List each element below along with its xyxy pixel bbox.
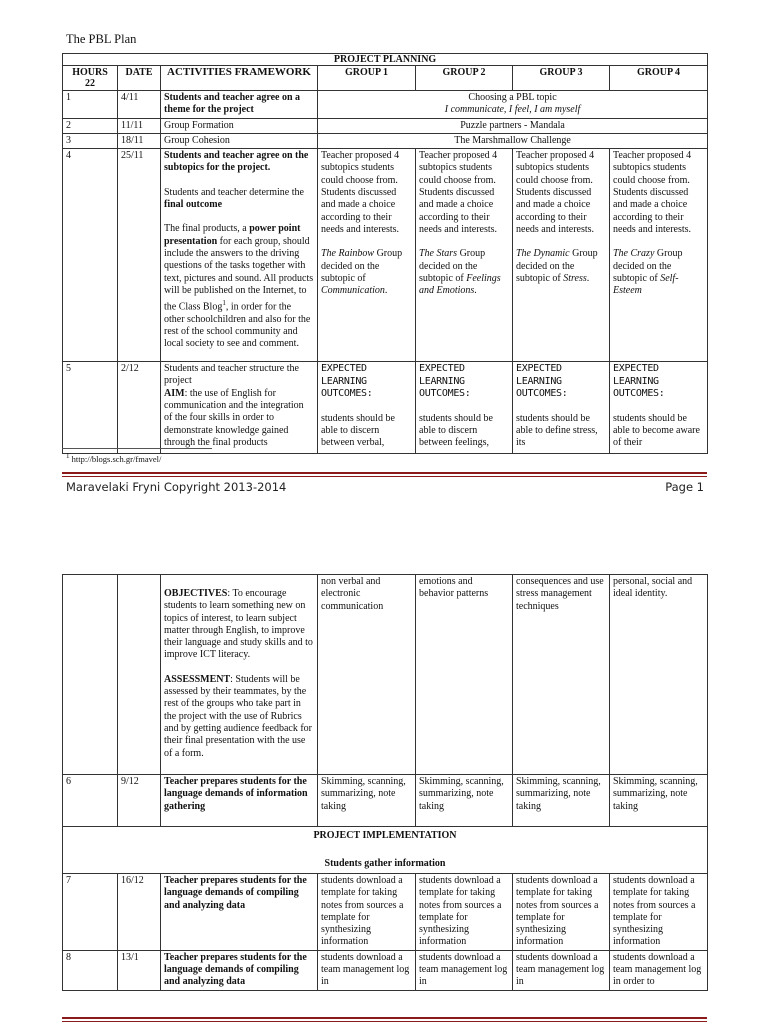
hours-header <box>63 66 118 91</box>
group3-cell: consequences and use stress management techniques <box>513 575 610 775</box>
activity-products-end: , in order for the other schoolchildren and also for the rest of the school community and local society to see and comment. <box>164 301 311 350</box>
group-subtopic: Stress <box>563 272 587 284</box>
row-date: 13/1 <box>118 950 161 990</box>
group3-cell <box>513 149 610 362</box>
implementation-title: PROJECT IMPLEMENTATION <box>313 830 457 841</box>
merged-group-cell: Puzzle partners - Mandala <box>318 118 708 133</box>
row-activity <box>161 575 318 775</box>
row-date: 11/11 <box>118 118 161 133</box>
footer-rule-thin-page2 <box>62 1021 707 1022</box>
footer-copyright: Maravelaki Fryni Copyright 2013-2014 <box>66 480 287 494</box>
group2-cell: students download a template for taking notes from sources a template for synthesizing information <box>416 874 513 951</box>
table-row <box>63 149 708 362</box>
table-row <box>63 91 708 119</box>
row-date: 25/11 <box>118 149 161 362</box>
table-row <box>63 362 708 454</box>
page-header-title: The PBL Plan <box>66 32 137 46</box>
group1-cell: Skimming, scanning, summarizing, note taking <box>318 775 416 827</box>
date-header: DATE <box>118 66 161 91</box>
row-number: 3 <box>63 133 118 148</box>
group1-cell: students download a template for taking notes from sources a template for synthesizing information <box>318 874 416 951</box>
column-header-row <box>63 66 708 91</box>
footer-rule-page2 <box>62 1017 707 1019</box>
outcome-text: students should be able to discern between verbal, <box>321 412 395 449</box>
group-name: The Crazy <box>613 248 655 260</box>
activity-outcome-text: Students and teacher determine the <box>164 186 304 198</box>
table-row <box>63 874 708 951</box>
activity-structure: Students and teacher structure the project <box>164 363 299 387</box>
table-row <box>63 775 708 827</box>
row-activity <box>161 362 318 454</box>
group1-cell <box>318 149 416 362</box>
assessment-label: ASSESSMENT <box>164 673 231 685</box>
group-decision: Group decided on the subtopic of <box>516 248 598 284</box>
implementation-subtitle: Students gather information <box>324 858 446 869</box>
planning-title: PROJECT PLANNING <box>63 54 708 66</box>
aim-label: AIM <box>164 387 185 399</box>
footnote-separator <box>62 448 212 449</box>
group2-cell: Skimming, scanning, summarizing, note taking <box>416 775 513 827</box>
outcome-text: students should be able to discern between feelings, <box>419 412 493 449</box>
group1-cell: non verbal and electronic communication <box>318 575 416 775</box>
group-decision: Group decided on the subtopic of <box>321 248 403 284</box>
punctuation: . <box>384 285 388 297</box>
pbl-topic-label: Choosing a PBL topic <box>468 92 557 103</box>
group3-cell: students download a template for taking notes from sources a template for synthesizing information <box>513 874 610 951</box>
table-row <box>63 575 708 775</box>
row-activity: Teacher prepares students for the language demands of information gathering <box>161 775 318 827</box>
group1-cell: students download a team management log in <box>318 950 416 990</box>
row-number: 2 <box>63 118 118 133</box>
group4-cell <box>610 149 708 362</box>
footer-rule-thin <box>62 476 707 477</box>
group3-cell: Skimming, scanning, summarizing, note taking <box>513 775 610 827</box>
group3-header: GROUP 3 <box>513 66 610 91</box>
punctuation: . <box>586 272 590 284</box>
group4-header: GROUP 4 <box>610 66 708 91</box>
group2-cell <box>416 362 513 454</box>
punctuation: . <box>474 285 477 297</box>
outcomes-heading: EXPECTED LEARNING OUTCOMES: <box>613 363 665 400</box>
row-number: 4 <box>63 149 118 362</box>
activity-outcome-bold: final outcome <box>164 199 223 211</box>
group3-cell <box>513 362 610 454</box>
outcomes-heading: EXPECTED LEARNING OUTCOMES: <box>419 363 471 400</box>
footnote <box>66 452 161 464</box>
group-name: The Rainbow <box>321 248 375 260</box>
group4-cell: Skimming, scanning, summarizing, note taking <box>610 775 708 827</box>
row-date: 2/12 <box>118 362 161 454</box>
activity-products-bold: power point presentation <box>164 223 301 247</box>
row-date: 4/11 <box>118 91 161 119</box>
row-date <box>118 575 161 775</box>
outcomes-heading: EXPECTED LEARNING OUTCOMES: <box>516 363 568 400</box>
row-activity: Students and teacher agree on a theme for the project <box>161 91 318 119</box>
group-subtopic: Communication <box>321 285 385 297</box>
row-number: 6 <box>63 775 118 827</box>
group-name: The Stars <box>419 248 458 260</box>
row-date: 18/11 <box>118 133 161 148</box>
group1-header: GROUP 1 <box>318 66 416 91</box>
merged-group-cell <box>318 91 708 119</box>
row-activity: Group Formation <box>161 118 318 133</box>
outcome-text: students should be able to define stress, its <box>516 412 598 449</box>
proposal-text: Teacher proposed 4 subtopics students could choose from. Students discussed and made a choice according to their needs and interests. <box>419 150 498 235</box>
footnote-mark: 1 <box>66 452 70 460</box>
footer-rule <box>62 472 707 474</box>
proposal-text: Teacher proposed 4 subtopics students could choose from. Students discussed and made a choice according to their needs and interests. <box>516 150 595 235</box>
row-date: 9/12 <box>118 775 161 827</box>
row-number: 5 <box>63 362 118 454</box>
aim-text: : the use of English for communication and the integration of the four skills in order to demonstrate knowledge gained through the final products <box>164 387 304 448</box>
row-number: 8 <box>63 950 118 990</box>
footnote-link[interactable]: http://blogs.sch.gr/fmavel/ <box>71 453 162 464</box>
row-activity: Teacher prepares students for the language demands of compiling and analyzing data <box>161 874 318 951</box>
assessment-text: : Students will be assessed by their teammates, by the rest of the groups who take part in the project with the use of Rubrics and by getting audience feedback for their final presentation with the use of a form. <box>164 673 312 759</box>
proposal-text: Teacher proposed 4 subtopics students could choose from. Students discussed and made a choice according to their needs and interests. <box>613 150 692 235</box>
implementation-header <box>63 827 708 874</box>
row-activity: Teacher prepares students for the language demands of compiling and analyzing data <box>161 950 318 990</box>
table-row <box>63 133 708 148</box>
group4-cell <box>610 362 708 454</box>
row-number: 7 <box>63 874 118 951</box>
merged-group-cell: The Marshmallow Challenge <box>318 133 708 148</box>
group-subtopic: Self-Esteem <box>613 272 679 297</box>
proposal-text: Teacher proposed 4 subtopics students could choose from. Students discussed and made a choice according to their needs and interests. <box>321 150 400 235</box>
row-number <box>63 575 118 775</box>
pbl-topic-title: I communicate, I feel, I am myself <box>444 104 581 116</box>
row-date: 16/12 <box>118 874 161 951</box>
group4-cell: students download a team management log in order to <box>610 950 708 990</box>
table-row <box>63 118 708 133</box>
activity-subtopics: Students and teacher agree on the subtopics for the project. <box>164 150 309 174</box>
group2-cell: emotions and behavior patterns <box>416 575 513 775</box>
group2-cell: students download a team management log in <box>416 950 513 990</box>
implementation-title-row <box>63 827 708 874</box>
activities-header: ACTIVITIES FRAMEWORK <box>161 66 318 91</box>
hours-label: HOURS <box>72 67 108 78</box>
objectives-label: OBJECTIVES <box>164 588 228 599</box>
row-activity: Group Cohesion <box>161 133 318 148</box>
activity-products-text: The final products, a <box>164 223 250 235</box>
table-row <box>63 950 708 990</box>
group-subtopic: Feelings and Emotions <box>419 272 501 297</box>
group2-cell <box>416 149 513 362</box>
group-name: The Dynamic <box>516 248 570 260</box>
project-planning-table-continued <box>62 574 708 991</box>
objectives-text: : To encourage students to learn something new on topics of interest, to learn subject matter through English, to improve their language and study skills and to improve ICT literacy. <box>164 588 313 661</box>
group1-cell <box>318 362 416 454</box>
footer-page-number: Page 1 <box>665 480 704 494</box>
footnote-reference: 1 <box>222 299 226 308</box>
group-decision: Group decided on the subtopic of <box>613 248 683 284</box>
row-number: 1 <box>63 91 118 119</box>
group-decision: Group decided on the subtopic of <box>419 248 486 284</box>
hours-total: 22 <box>85 78 95 89</box>
group3-cell: students download a team management log in <box>513 950 610 990</box>
group4-cell: students download a template for taking notes from sources a template for synthesizing information <box>610 874 708 951</box>
group4-cell: personal, social and ideal identity. <box>610 575 708 775</box>
project-planning-table <box>62 53 708 454</box>
group2-header: GROUP 2 <box>416 66 513 91</box>
row-activity <box>161 149 318 362</box>
outcomes-heading: EXPECTED LEARNING OUTCOMES: <box>321 363 373 400</box>
activity-products-description: for each group, should include the answers to the driving questions of the tasks together with text, pictures and sound. All products will be published on the Internet, to the Class Blog <box>164 235 314 313</box>
outcome-text: students should be able to become aware of their <box>613 412 700 449</box>
planning-title-row <box>63 54 708 66</box>
